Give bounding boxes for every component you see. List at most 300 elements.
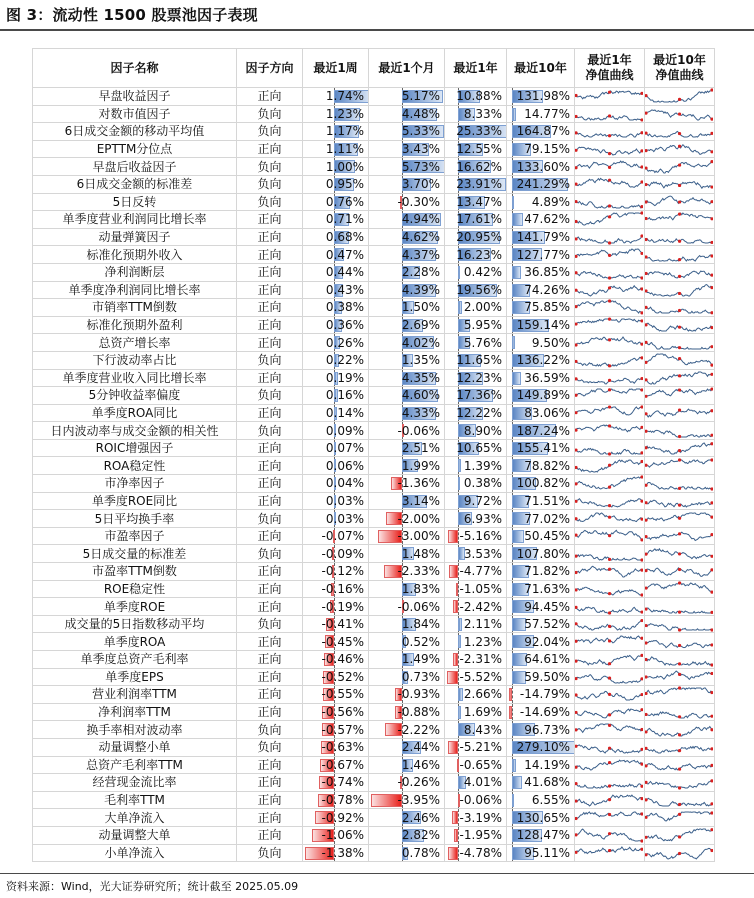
sparkline-marker — [678, 687, 681, 690]
net-value-sparkline — [575, 440, 643, 456]
curve-10y — [645, 246, 715, 264]
factor-name: 日内波动率与成交金额的相关性 — [33, 422, 237, 440]
net-value-sparkline — [645, 194, 713, 210]
curve-10y — [645, 211, 715, 229]
return-value: 8.90% — [463, 423, 502, 438]
net-value-sparkline — [645, 845, 713, 861]
return-cell-w1 — [303, 686, 369, 704]
net-value-sparkline — [645, 774, 713, 790]
return-value: -0.93% — [397, 687, 440, 702]
net-value-sparkline — [645, 686, 713, 702]
sparkline-marker — [710, 373, 713, 376]
curve-1y — [575, 105, 645, 123]
table-row — [33, 422, 715, 440]
return-cell-m1 — [369, 246, 445, 264]
net-value-sparkline — [575, 845, 643, 861]
return-cell-y1 — [445, 369, 507, 387]
return-cell-w1 — [303, 422, 369, 440]
table-row — [33, 246, 715, 264]
return-value: 0.71% — [325, 212, 364, 227]
return-value: 4.48% — [401, 106, 440, 121]
curve-10y — [645, 228, 715, 246]
factor-direction: 正向 — [237, 263, 303, 281]
return-cell-y1 — [445, 228, 507, 246]
sparkline-marker — [678, 258, 681, 261]
sparkline-marker — [710, 811, 713, 814]
curve-1y — [575, 175, 645, 193]
curve-1y — [575, 791, 645, 809]
table-row — [33, 334, 715, 352]
return-value: 0.03% — [325, 493, 364, 508]
curve-10y — [645, 791, 715, 809]
table-row — [33, 703, 715, 721]
sparkline-marker — [640, 118, 643, 121]
sparkline-marker — [678, 629, 681, 632]
net-value-sparkline — [645, 387, 713, 403]
curve-10y — [645, 457, 715, 475]
net-value-sparkline — [645, 229, 713, 245]
sparkline-marker — [608, 832, 611, 835]
net-value-sparkline — [645, 317, 713, 333]
curve-10y — [645, 826, 715, 844]
return-value: 6.55% — [531, 793, 570, 808]
return-value: -0.12% — [321, 564, 364, 579]
sparkline-marker — [640, 132, 643, 135]
return-cell-w1 — [303, 809, 369, 827]
sparkline-marker — [645, 675, 648, 678]
return-cell-m1 — [369, 563, 445, 581]
factor-name: 市净率因子 — [33, 475, 237, 493]
return-cell-m1 — [369, 158, 445, 176]
return-value: 1.46% — [401, 757, 440, 772]
return-cell-w1 — [303, 527, 369, 545]
table-row — [33, 686, 715, 704]
return-cell-m1 — [369, 527, 445, 545]
factor-name: 单季度营业利润同比增长率 — [33, 211, 237, 229]
sparkline-marker — [608, 379, 611, 382]
curve-10y — [645, 563, 715, 581]
sparkline-marker — [678, 292, 681, 295]
return-cell-w1 — [303, 668, 369, 686]
return-cell-y1 — [445, 598, 507, 616]
net-value-sparkline — [575, 176, 643, 192]
factor-direction: 正向 — [237, 457, 303, 475]
sparkline-marker — [678, 184, 681, 187]
return-value: 6.93% — [463, 511, 502, 526]
net-value-sparkline — [645, 440, 713, 456]
curve-10y — [645, 686, 715, 704]
curve-1y — [575, 598, 645, 616]
return-value: 14.77% — [524, 106, 570, 121]
return-value: 1.69% — [463, 705, 502, 720]
table-row — [33, 826, 715, 844]
return-value: 77.02% — [524, 511, 570, 526]
sparkline-marker — [678, 581, 681, 584]
return-value: 1.23% — [325, 106, 364, 121]
net-value-sparkline — [575, 387, 643, 403]
net-value-sparkline — [575, 88, 643, 104]
return-cell-m1 — [369, 651, 445, 669]
return-cell-m1 — [369, 175, 445, 193]
sparkline-marker — [678, 673, 681, 676]
return-cell-y10 — [507, 351, 575, 369]
net-value-sparkline — [575, 546, 643, 562]
return-value: 4.62% — [401, 230, 440, 245]
return-cell-w1 — [303, 563, 369, 581]
net-value-sparkline — [575, 493, 643, 509]
sparkline-marker — [608, 453, 611, 456]
return-value: 2.11% — [463, 617, 502, 632]
factor-name: 5分钟收益率偏度 — [33, 387, 237, 405]
table-row — [33, 457, 715, 475]
source-note: 资料来源：Wind，光大证券研究所；统计截至 2025.05.09 — [6, 880, 299, 893]
return-cell-m1 — [369, 545, 445, 563]
table-row — [33, 263, 715, 281]
return-value: 4.37% — [401, 247, 440, 262]
return-cell-m1 — [369, 510, 445, 528]
factor-direction: 正向 — [237, 580, 303, 598]
curve-1y — [575, 439, 645, 457]
factor-name: 净利润率TTM — [33, 703, 237, 721]
sparkline-marker — [608, 504, 611, 507]
curve-10y — [645, 809, 715, 827]
sparkline-marker — [608, 723, 611, 726]
sparkline-marker — [608, 747, 611, 750]
return-cell-w1 — [303, 651, 369, 669]
table-row — [33, 228, 715, 246]
factor-name: 标准化预期外盈利 — [33, 316, 237, 334]
curve-1y — [575, 703, 645, 721]
net-value-sparkline — [645, 88, 713, 104]
curve-1y — [575, 475, 645, 493]
net-value-sparkline — [575, 616, 643, 632]
factor-direction: 负向 — [237, 721, 303, 739]
return-value: 64.61% — [524, 652, 570, 667]
return-value: -2.31% — [459, 652, 502, 667]
curve-10y — [645, 774, 715, 792]
sparkline-marker — [608, 568, 611, 571]
net-value-sparkline — [575, 686, 643, 702]
return-value: -0.41% — [321, 617, 364, 632]
curve-1y — [575, 527, 645, 545]
sparkline-marker — [678, 568, 681, 571]
return-value: 1.35% — [401, 353, 440, 368]
return-cell-y1 — [445, 404, 507, 422]
header-1w: 最近1周 — [303, 49, 369, 88]
return-value: -0.55% — [321, 687, 364, 702]
return-cell-y1 — [445, 686, 507, 704]
sparkline-marker — [608, 662, 611, 665]
return-value: 164.87% — [516, 124, 570, 139]
return-cell-y10 — [507, 175, 575, 193]
sparkline-marker — [640, 610, 643, 613]
sparkline-marker — [645, 836, 648, 839]
return-cell-w1 — [303, 703, 369, 721]
sparkline-marker — [608, 300, 611, 303]
factor-name: 5日平均换手率 — [33, 510, 237, 528]
return-value: 1.83% — [401, 581, 440, 596]
net-value-sparkline — [645, 405, 713, 421]
return-value: 279.10% — [516, 740, 570, 755]
return-cell-y10 — [507, 263, 575, 281]
factor-name: 下行波动率占比 — [33, 351, 237, 369]
table-row — [33, 668, 715, 686]
sparkline-marker — [645, 586, 648, 589]
net-value-sparkline — [575, 423, 643, 439]
return-cell-y1 — [445, 387, 507, 405]
return-cell-m1 — [369, 299, 445, 317]
return-cell-y10 — [507, 439, 575, 457]
factor-name: 小单净流入 — [33, 844, 237, 862]
sparkline-marker — [608, 277, 611, 280]
sparkline-marker — [678, 803, 681, 806]
return-cell-m1 — [369, 105, 445, 123]
return-cell-w1 — [303, 281, 369, 299]
table-row — [33, 351, 715, 369]
return-cell-y1 — [445, 738, 507, 756]
net-value-sparkline — [575, 106, 643, 122]
return-cell-m1 — [369, 263, 445, 281]
sparkline-marker — [640, 377, 643, 380]
table-row — [33, 545, 715, 563]
return-cell-y10 — [507, 228, 575, 246]
return-value: 0.76% — [325, 194, 364, 209]
return-cell-w1 — [303, 545, 369, 563]
factor-name: 5日反转 — [33, 193, 237, 211]
return-cell-m1 — [369, 633, 445, 651]
return-value: 78.82% — [524, 458, 570, 473]
factor-name: 总资产毛利率TTM — [33, 756, 237, 774]
return-value: 13.47% — [456, 194, 502, 209]
return-value: 0.04% — [325, 476, 364, 491]
header-1m: 最近1个月 — [369, 49, 445, 88]
return-value: -0.65% — [459, 757, 502, 772]
return-value: 5.76% — [463, 335, 502, 350]
sparkline-marker — [608, 152, 611, 155]
curve-10y — [645, 193, 715, 211]
return-cell-m1 — [369, 844, 445, 862]
sparkline-marker — [678, 610, 681, 613]
return-cell-y1 — [445, 475, 507, 493]
return-cell-m1 — [369, 439, 445, 457]
factor-direction: 负向 — [237, 738, 303, 756]
return-cell-w1 — [303, 510, 369, 528]
table-row — [33, 756, 715, 774]
net-value-sparkline — [575, 739, 643, 755]
sparkline-marker — [645, 713, 648, 716]
factor-name: ROE稳定性 — [33, 580, 237, 598]
net-value-sparkline — [645, 563, 713, 579]
return-cell-y10 — [507, 492, 575, 510]
return-value: -1.95% — [459, 828, 502, 843]
factor-name: 单季度ROE同比 — [33, 492, 237, 510]
return-value: 12.23% — [456, 370, 502, 385]
factor-name: 6日成交金额的标准差 — [33, 175, 237, 193]
net-value-sparkline — [645, 176, 713, 192]
factor-direction: 正向 — [237, 809, 303, 827]
factor-direction: 正向 — [237, 527, 303, 545]
return-value: 0.26% — [325, 335, 364, 350]
sparkline-marker — [645, 395, 648, 398]
table-row — [33, 791, 715, 809]
net-value-sparkline — [575, 299, 643, 315]
sparkline-path — [646, 161, 712, 172]
return-value: -0.26% — [397, 775, 440, 790]
table-row — [33, 615, 715, 633]
sparkline-marker — [678, 449, 681, 452]
curve-1y — [575, 545, 645, 563]
factor-name: 市盈率因子 — [33, 527, 237, 545]
return-value: 4.01% — [463, 775, 502, 790]
return-value: 2.51% — [401, 441, 440, 456]
return-value: 74.26% — [524, 282, 570, 297]
return-value: -2.42% — [459, 599, 502, 614]
return-value: 1.50% — [401, 300, 440, 315]
return-value: 2.69% — [401, 318, 440, 333]
header-factor-name: 因子名称 — [33, 49, 237, 88]
sparkline-marker — [678, 552, 681, 555]
curve-10y — [645, 387, 715, 405]
factor-direction: 正向 — [237, 281, 303, 299]
factor-name: 5日成交量的标准差 — [33, 545, 237, 563]
return-value: 155.41% — [516, 441, 570, 456]
return-value: -0.57% — [321, 722, 364, 737]
net-value-sparkline — [645, 475, 713, 491]
return-value: -14.69% — [519, 705, 570, 720]
net-value-sparkline — [575, 634, 643, 650]
table-row — [33, 175, 715, 193]
sparkline-marker — [678, 532, 681, 535]
factor-table — [32, 48, 715, 862]
sparkline-marker — [678, 346, 681, 349]
curve-1y — [575, 246, 645, 264]
factor-direction: 正向 — [237, 228, 303, 246]
sparkline-marker — [608, 165, 611, 168]
return-cell-y10 — [507, 791, 575, 809]
return-value: 19.56% — [456, 282, 502, 297]
return-value: 94.45% — [524, 599, 570, 614]
return-value: 2.82% — [401, 828, 440, 843]
factor-direction: 正向 — [237, 492, 303, 510]
return-value: -2.00% — [397, 511, 440, 526]
curve-10y — [645, 334, 715, 352]
net-value-sparkline — [575, 264, 643, 280]
sparkline-marker — [640, 593, 643, 596]
sparkline-marker — [608, 713, 611, 716]
return-cell-w1 — [303, 598, 369, 616]
return-cell-y1 — [445, 809, 507, 827]
curve-10y — [645, 721, 715, 739]
return-cell-y10 — [507, 281, 575, 299]
sparkline-marker — [710, 643, 713, 646]
sparkline-marker — [608, 253, 611, 256]
table-row — [33, 88, 715, 106]
return-cell-y1 — [445, 158, 507, 176]
curve-1y — [575, 387, 645, 405]
return-cell-m1 — [369, 492, 445, 510]
factor-direction: 正向 — [237, 651, 303, 669]
return-value: -0.09% — [321, 546, 364, 561]
return-value: 5.17% — [401, 89, 440, 104]
sparkline-marker — [678, 309, 681, 312]
net-value-sparkline — [575, 511, 643, 527]
return-value: 14.19% — [524, 757, 570, 772]
return-value: 0.38% — [463, 476, 502, 491]
factor-direction: 正向 — [237, 404, 303, 422]
return-value: -0.92% — [321, 810, 364, 825]
factor-direction: 正向 — [237, 633, 303, 651]
net-value-sparkline — [575, 352, 643, 368]
return-value: 0.95% — [325, 177, 364, 192]
return-cell-m1 — [369, 351, 445, 369]
factor-direction: 正向 — [237, 791, 303, 809]
return-value: 0.03% — [325, 511, 364, 526]
sparkline-path — [576, 213, 642, 225]
return-cell-y1 — [445, 263, 507, 281]
return-cell-y10 — [507, 387, 575, 405]
curve-1y — [575, 211, 645, 229]
net-value-sparkline — [575, 123, 643, 139]
sparkline-marker — [710, 715, 713, 718]
curve-1y — [575, 228, 645, 246]
factor-name: 毛利率TTM — [33, 791, 237, 809]
return-cell-m1 — [369, 774, 445, 792]
return-cell-y10 — [507, 756, 575, 774]
return-cell-y1 — [445, 140, 507, 158]
return-cell-y10 — [507, 158, 575, 176]
net-value-sparkline — [575, 528, 643, 544]
sparkline-marker — [608, 135, 611, 138]
net-value-sparkline — [645, 159, 713, 175]
return-cell-w1 — [303, 826, 369, 844]
return-cell-w1 — [303, 158, 369, 176]
sparkline-marker — [678, 812, 681, 815]
return-value: 5.33% — [401, 124, 440, 139]
return-cell-y1 — [445, 281, 507, 299]
return-value: -1.06% — [321, 828, 364, 843]
curve-1y — [575, 351, 645, 369]
header-direction: 因子方向 — [237, 49, 303, 88]
curve-10y — [645, 545, 715, 563]
factor-direction: 正向 — [237, 598, 303, 616]
net-value-sparkline — [645, 352, 713, 368]
net-value-sparkline — [575, 335, 643, 351]
sparkline-marker — [678, 767, 681, 770]
return-value: 159.14% — [516, 318, 570, 333]
curve-1y — [575, 580, 645, 598]
return-value: 131.98% — [516, 89, 570, 104]
return-value: 1.00% — [325, 159, 364, 174]
curve-1y — [575, 686, 645, 704]
sparkline-marker — [640, 636, 643, 639]
net-value-sparkline — [575, 827, 643, 843]
return-value: 8.43% — [463, 722, 502, 737]
return-cell-y1 — [445, 316, 507, 334]
return-value: 4.39% — [401, 282, 440, 297]
net-value-sparkline — [575, 722, 643, 738]
return-value: -5.52% — [459, 669, 502, 684]
net-value-sparkline — [645, 247, 713, 263]
curve-1y — [575, 193, 645, 211]
sparkline-marker — [608, 849, 611, 852]
curve-1y — [575, 158, 645, 176]
sparkline-marker — [608, 318, 611, 321]
net-value-sparkline — [575, 141, 643, 157]
table-row — [33, 651, 715, 669]
curve-10y — [645, 475, 715, 493]
return-value: 136.22% — [516, 353, 570, 368]
return-cell-y1 — [445, 580, 507, 598]
